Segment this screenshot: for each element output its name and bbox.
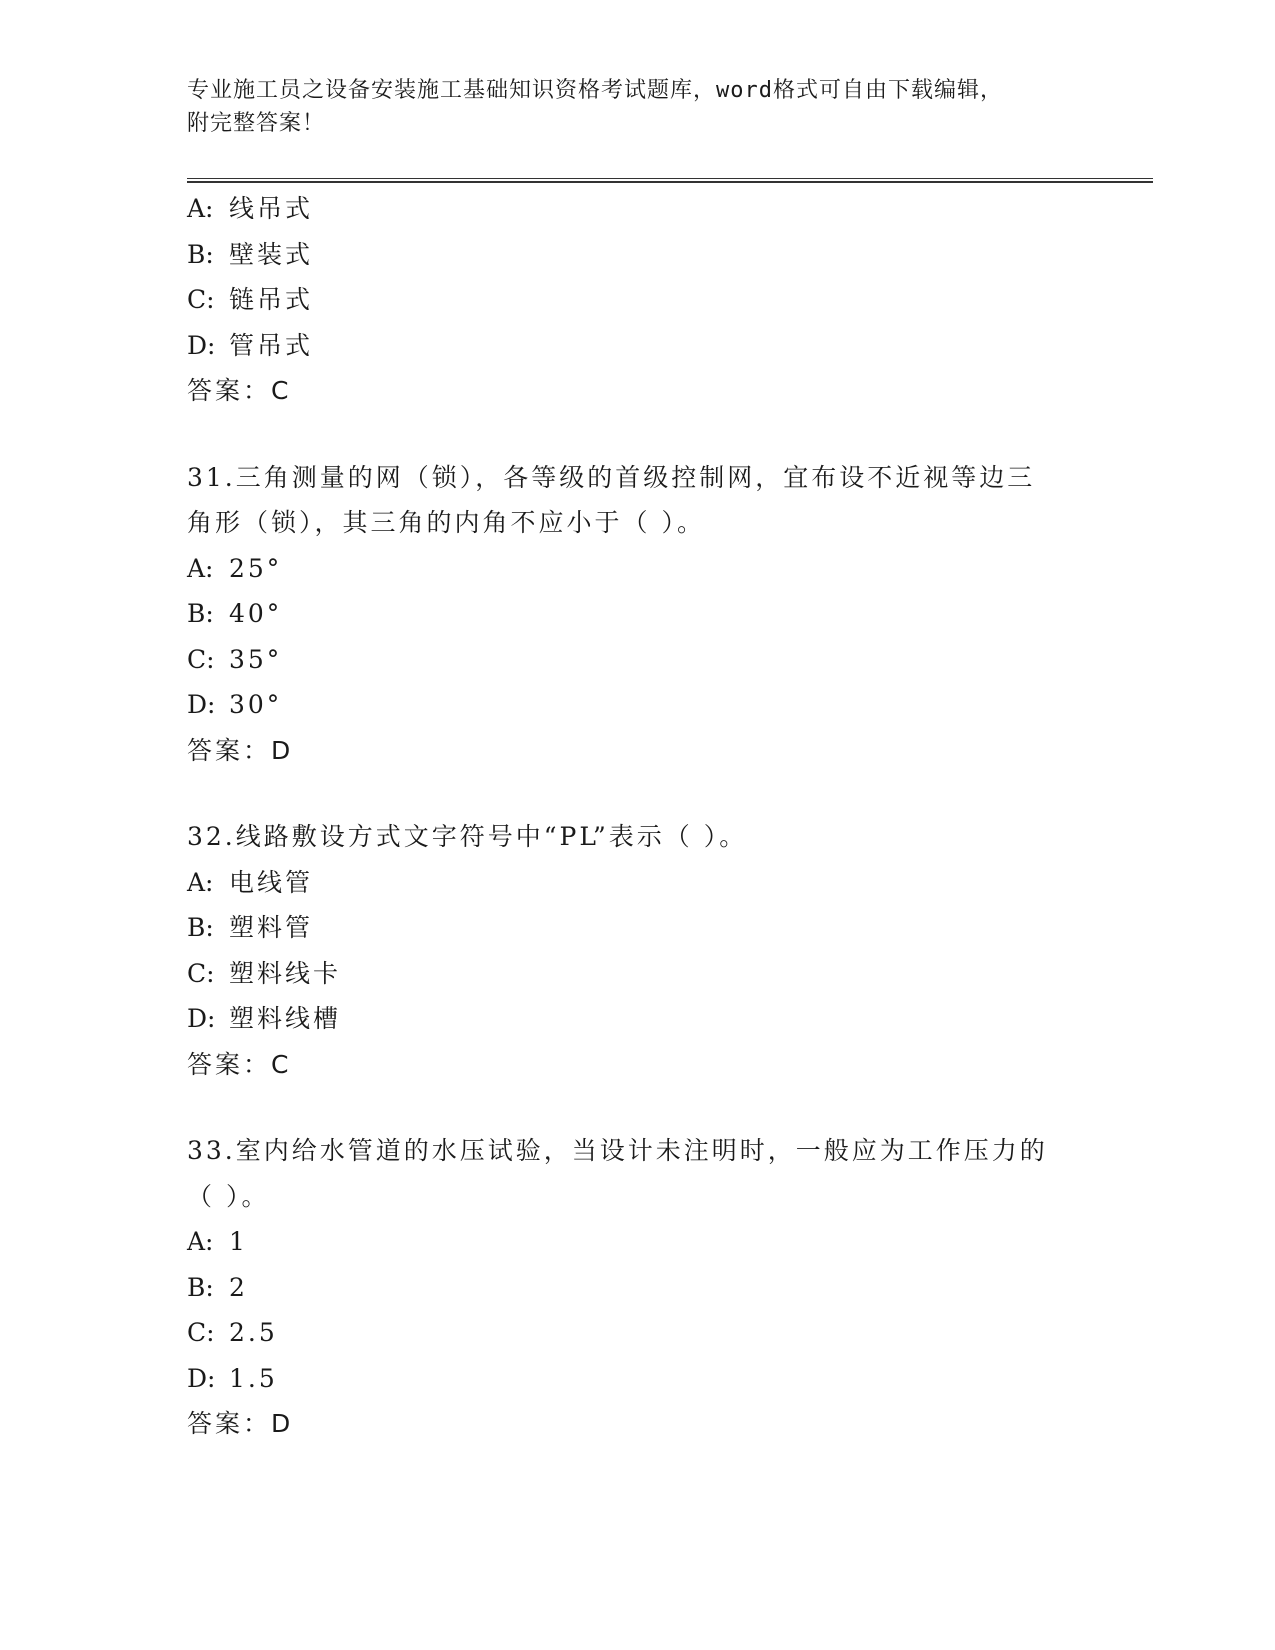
option-letter: B: bbox=[187, 599, 214, 628]
answer-line bbox=[187, 728, 1087, 774]
option-letter: A: bbox=[187, 867, 214, 897]
question-gap bbox=[187, 414, 1087, 455]
option-letter: C: bbox=[187, 958, 215, 988]
question-33 bbox=[187, 1128, 1087, 1447]
option-text: 30° bbox=[229, 690, 283, 719]
answer-value: D bbox=[271, 735, 292, 765]
option-c bbox=[187, 277, 1087, 323]
answer-value: C bbox=[271, 376, 290, 405]
option-letter: A: bbox=[187, 553, 214, 583]
option-text: 管吊式 bbox=[229, 330, 314, 360]
option-c bbox=[187, 1310, 1087, 1356]
question-list bbox=[187, 186, 1087, 1447]
option-text: 链吊式 bbox=[229, 285, 314, 314]
option-letter: A: bbox=[187, 1227, 214, 1256]
answer-line bbox=[187, 1042, 1087, 1088]
header-title-line-2: 附完整答案！ bbox=[187, 111, 326, 136]
answer-line bbox=[187, 1401, 1087, 1447]
answer-label: 答案： bbox=[187, 376, 272, 405]
option-text: 塑料线卡 bbox=[229, 958, 342, 988]
question-gap bbox=[187, 773, 1087, 814]
option-b bbox=[187, 591, 1087, 637]
option-a bbox=[187, 546, 1087, 592]
answer-value: C bbox=[271, 1049, 290, 1079]
option-a bbox=[187, 1219, 1087, 1265]
question-stem-line: （ ）。 bbox=[187, 1181, 270, 1211]
option-b bbox=[187, 232, 1087, 278]
option-d bbox=[187, 682, 1087, 728]
option-a bbox=[187, 186, 1087, 232]
option-text: 塑料线槽 bbox=[229, 1004, 342, 1033]
option-letter: C: bbox=[187, 285, 215, 314]
option-letter: B: bbox=[187, 1272, 214, 1302]
option-text: 线吊式 bbox=[229, 194, 314, 223]
option-a bbox=[187, 860, 1087, 906]
option-letter: D: bbox=[187, 1004, 216, 1033]
header-title-line-1: 专业施工员之设备安装施工基础知识资格考试题库，word格式可自由下载编辑， bbox=[187, 78, 1003, 103]
option-letter: C: bbox=[187, 1318, 215, 1347]
option-d bbox=[187, 996, 1087, 1042]
answer-label: 答案： bbox=[187, 1049, 272, 1079]
option-letter: B: bbox=[187, 239, 214, 269]
option-text: 2 bbox=[229, 1272, 248, 1302]
option-text: 塑料管 bbox=[229, 913, 314, 942]
option-c bbox=[187, 637, 1087, 683]
option-letter: A: bbox=[187, 194, 214, 223]
option-text: 2.5 bbox=[229, 1318, 278, 1347]
question-stem-line: 角形（锁），其三角的内角不应小于（ ）。 bbox=[187, 508, 705, 537]
question-gap bbox=[187, 1087, 1087, 1128]
option-text: 1.5 bbox=[229, 1363, 278, 1393]
option-text: 电线管 bbox=[229, 867, 314, 897]
option-text: 1 bbox=[229, 1227, 248, 1256]
option-letter: C: bbox=[187, 644, 215, 674]
question-stem-line: 33.室内给水管道的水压试验，当设计未注明时，一般应为工作压力的 bbox=[187, 1136, 1048, 1165]
option-b bbox=[187, 1265, 1087, 1311]
document-header bbox=[187, 74, 1087, 140]
answer-line bbox=[187, 368, 1087, 414]
answer-label: 答案： bbox=[187, 735, 272, 765]
option-letter: D: bbox=[187, 330, 216, 360]
question-stem-line: 31.三角测量的网（锁），各等级的首级控制网，宜布设不近视等边三 bbox=[187, 462, 1036, 492]
question-31 bbox=[187, 455, 1087, 774]
header-divider bbox=[187, 178, 1153, 183]
option-d bbox=[187, 323, 1087, 369]
answer-value: D bbox=[271, 1409, 292, 1438]
question-32 bbox=[187, 814, 1087, 1087]
option-b bbox=[187, 905, 1087, 951]
option-c bbox=[187, 951, 1087, 997]
carryover-question bbox=[187, 186, 1087, 414]
option-text: 壁装式 bbox=[229, 239, 314, 269]
option-d bbox=[187, 1356, 1087, 1402]
option-letter: B: bbox=[187, 913, 214, 942]
question-stem-line: 32.线路敷设方式文字符号中“PL”表示（ ）。 bbox=[187, 822, 748, 851]
option-text: 40° bbox=[229, 599, 283, 628]
answer-label: 答案： bbox=[187, 1409, 272, 1438]
option-text: 35° bbox=[229, 644, 283, 674]
option-letter: D: bbox=[187, 690, 216, 719]
option-text: 25° bbox=[229, 553, 283, 583]
option-letter: D: bbox=[187, 1363, 216, 1393]
